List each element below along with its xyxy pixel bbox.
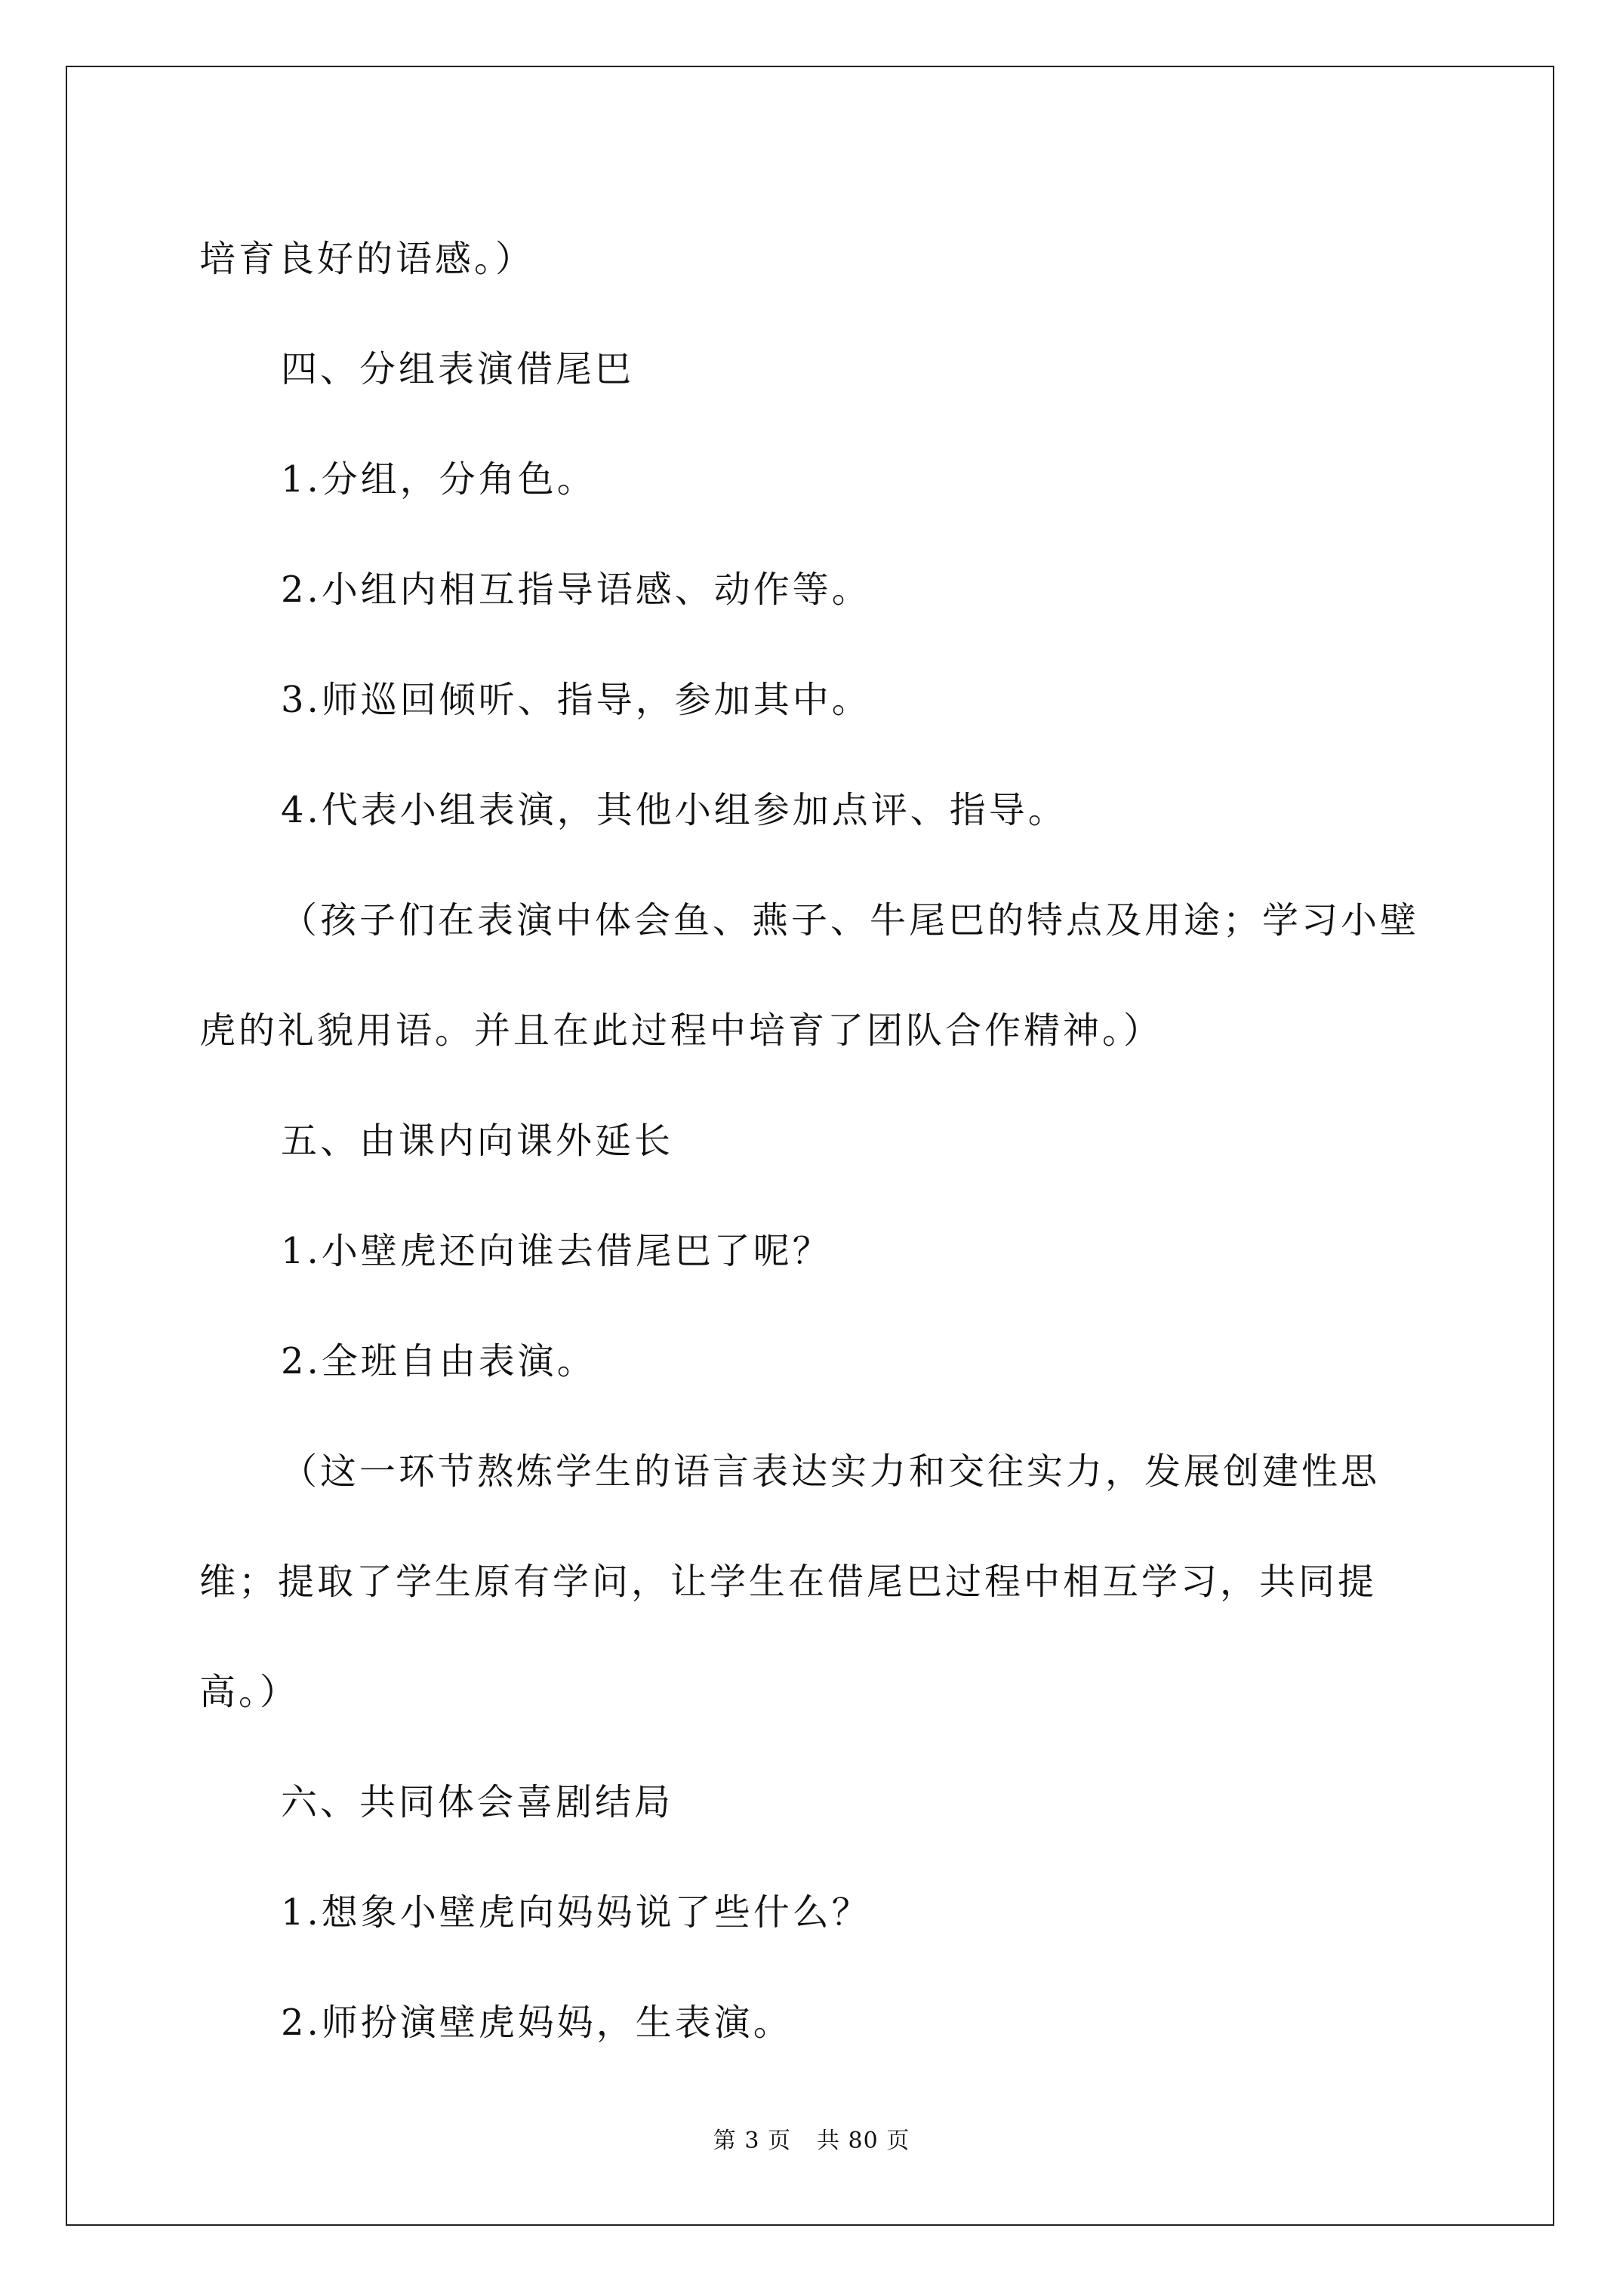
page-total: 共 80 页 [816, 2128, 910, 2154]
section-heading-four: 四、分组表演借尾巴 [281, 348, 635, 390]
list-item: 1.想象小壁虎向妈妈说了些什么？ [281, 1891, 871, 1934]
section-heading-six: 六、共同体会喜剧结局 [281, 1781, 674, 1823]
paragraph-note: （孩子们在表演中体会鱼、燕子、牛尾巴的特点及用途；学习小壁虎的礼貌用语。并且在此过程中培育了团队合作精神。） [199, 899, 1420, 1052]
document-body [199, 204, 1422, 2078]
section-heading-five: 五、由课内向课外延长 [281, 1120, 674, 1162]
list-item: 4.代表小组表演，其他小组参加点评、指导。 [281, 789, 1067, 831]
paragraph-continuation: 培育良好的语感。） [199, 238, 535, 280]
list-item: 2.师扮演壁虎妈妈，生表演。 [281, 2002, 793, 2044]
page-number: 第 3 页 [713, 2128, 791, 2154]
list-item: 3.师巡回倾听、指导，参加其中。 [281, 679, 871, 721]
list-item: 1.小壁虎还向谁去借尾巴了呢？ [281, 1230, 832, 1272]
list-item: 1.分组，分角色。 [281, 458, 596, 501]
list-item: 2.全班自由表演。 [281, 1340, 596, 1382]
page-footer [0, 2122, 1623, 2155]
paragraph-note: （这一环节熬炼学生的语言表达实力和交往实力，发展创建性思维；提取了学生原有学问，让学生在借尾巴过程中相互学习，共同提高。） [199, 1450, 1381, 1713]
list-item: 2.小组内相互指导语感、动作等。 [281, 569, 871, 611]
